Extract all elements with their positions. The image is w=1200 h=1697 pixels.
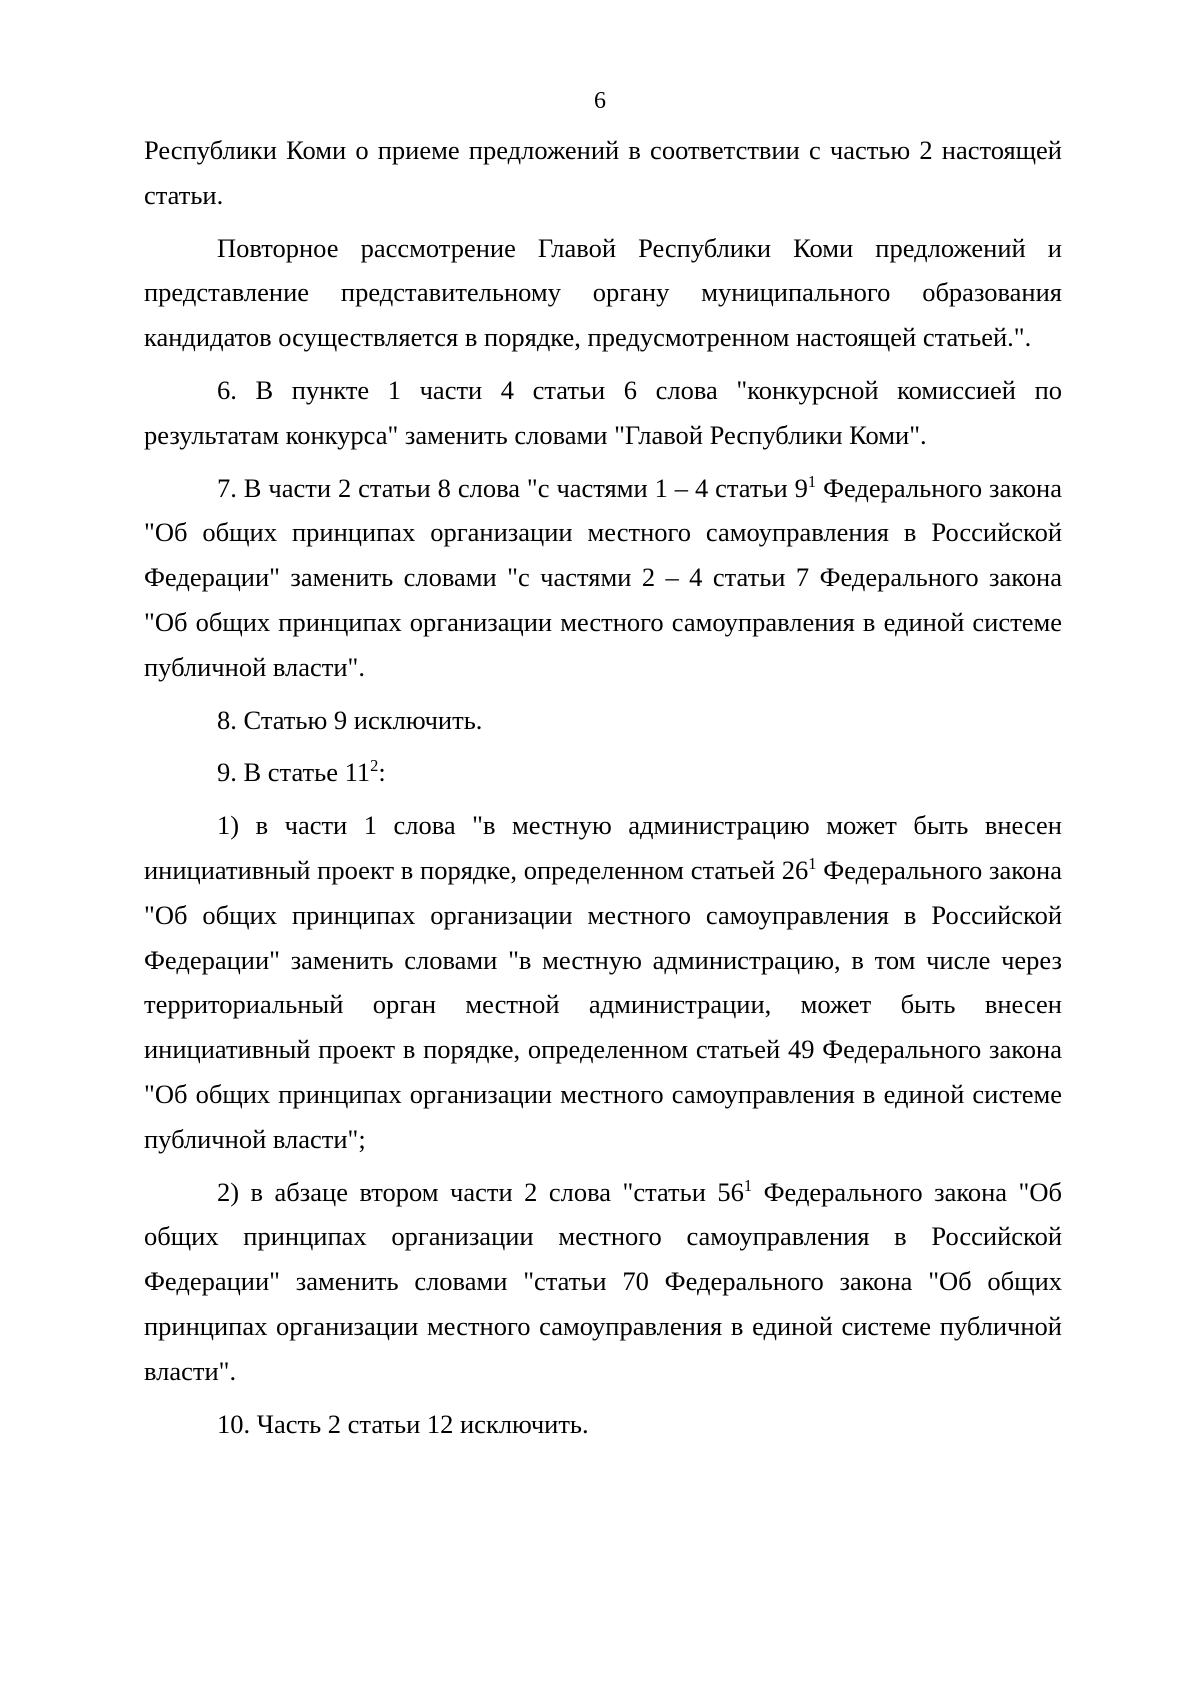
paragraph-item-9: 9. В статье $11^2$:: [217, 756, 386, 788]
paragraph-subitem-2: 2) в абзаце втором части 2 слова "статьи $56^1$ Федерального закона "Об общих принципах организации местного самоуправления в Российской Федерации" заменить словами "статьи 70 Федерального закона "Об общих принципах организации местного самоуправления в единой системе публичной власти".: [144, 1175, 1062, 1386]
superscript: 2: [370, 756, 379, 776]
superscript: 1: [743, 1175, 753, 1195]
page-number: 6: [594, 88, 606, 114]
paragraph-item-7: 7. В части 2 статьи 8 слова "с частями 1 – 4 статьи $9^1$ Федерального закона "Об общих принципах организации местного самоуправления в Российской Федерации" заменить словами "с частями 2 – 4 статьи 7 Федерального закона "Об общих принципах организации местного самоуправления в единой системе публичной власти".: [144, 471, 1062, 682]
paragraph-subitem-1: 1) в части 1 слова "в местную администрацию может быть внесен инициативный проект в порядке, определенном статьей $26^1$ Федерального закона "Об общих принципах организации местного самоуправления в Российской Федерации" заменить словами "в местную администрацию, в том числе через территориальный орган местной администрации, может быть внесен инициативный проект в порядке, определенном статьей 49 Федерального закона "Об общих принципах организации местного самоуправления в единой системе публичной власти";: [144, 810, 1062, 1154]
superscript: 1: [808, 854, 817, 874]
document-body: [144, 128, 1062, 1446]
paragraph-item-8: 8. Статью 9 исключить.: [217, 704, 483, 735]
superscript: 1: [807, 471, 817, 491]
paragraph-continuation: Республики Коми о приеме предложений в соответствии с частью 2 настоящей статьи.: [144, 135, 1062, 210]
paragraph-item-10: 10. Часть 2 статьи 12 исключить.: [217, 1408, 589, 1439]
paragraph-item-6: 6. В пункте 1 части 4 статьи 6 слова "конкурсной комиссией по результатам конкурса" заменить словами "Главой Республики Коми".: [144, 374, 1062, 450]
paragraph-repeated-consideration: Повторное рассмотрение Главой Республики Коми предложений и представление представительному органу муниципального образования кандидатов осуществляется в порядке, предусмотренном настоящей статьей.".: [144, 232, 1062, 353]
